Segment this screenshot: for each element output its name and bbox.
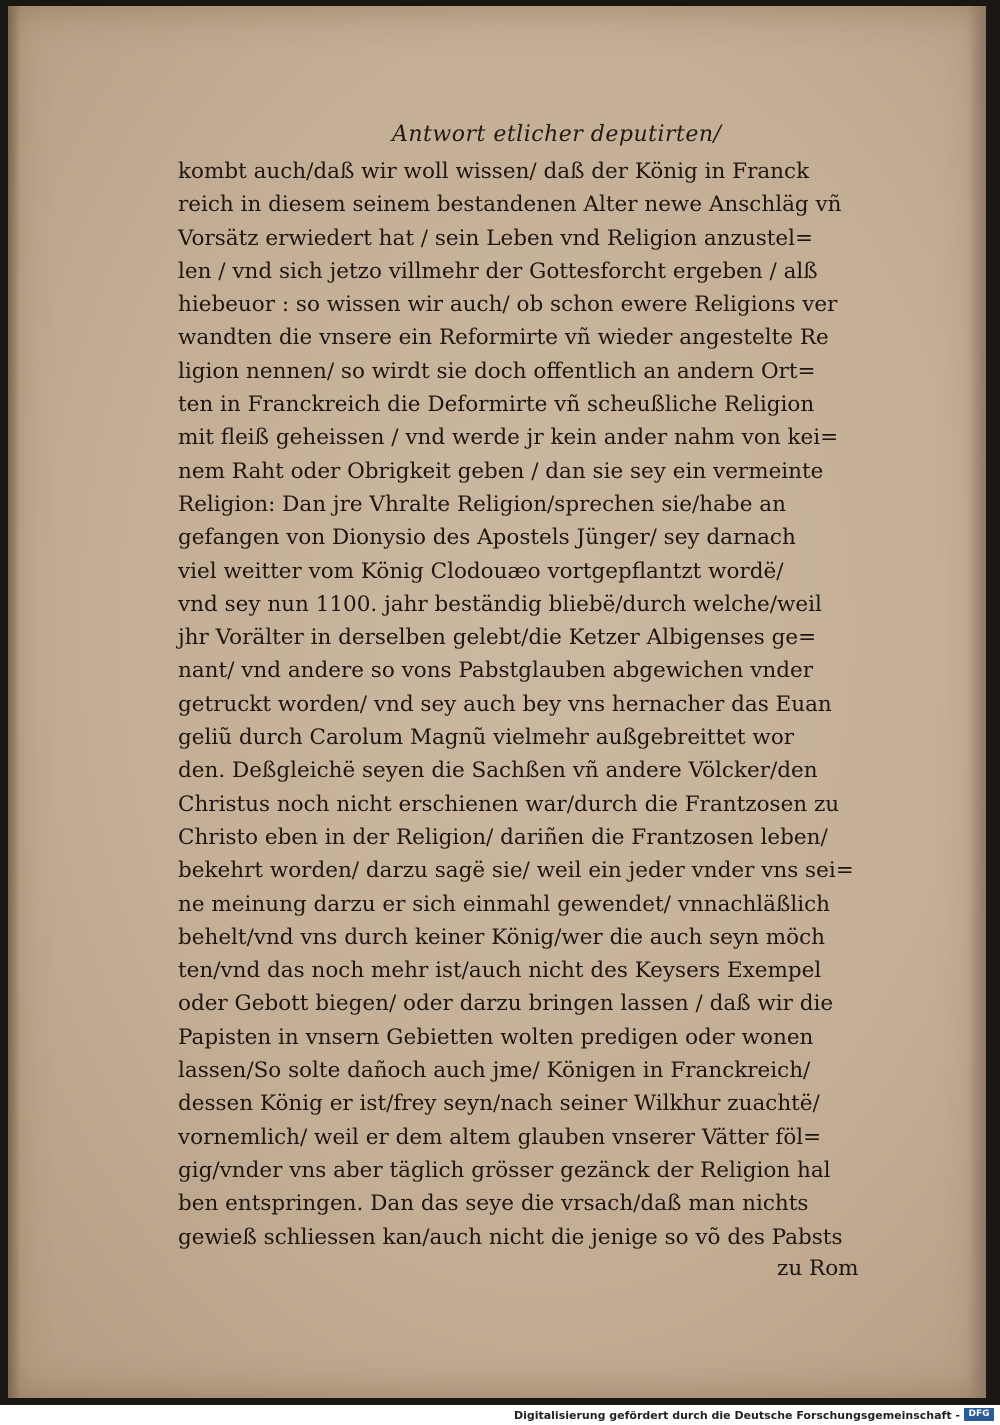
text-line: gewieß schliessen kan/auch nicht die jenige so võ des Pabsts <box>178 1224 843 1250</box>
text-line: vornemlich/ weil er dem altem glauben vnserer Vätter föl= <box>178 1124 822 1150</box>
text-line: Vorsätz erwiedert hat / sein Leben vnd Religion anzustel= <box>178 225 814 251</box>
text-line: ben entspringen. Dan das seye die vrsach/daß man nichts <box>178 1191 809 1217</box>
text-line: ligion nennen/ so wirdt sie doch offentlich an andern Ort= <box>178 358 816 384</box>
text-line: ne meinung darzu er sich einmahl gewendet/ vnnachläßlich <box>178 891 830 917</box>
catchword: zu Rom <box>777 1256 859 1281</box>
text-line: nem Raht oder Obrigkeit geben / dan sie sey ein vermeinte <box>178 458 824 484</box>
page-edge-right <box>968 6 986 1398</box>
text-line: Papisten in vnsern Gebietten wolten predigen oder wonen <box>178 1024 814 1050</box>
text-line: gefangen von Dionysio des Apostels Jünger/ sey darnach <box>178 525 796 551</box>
text-line: jhr Vorälter in derselben gelebt/die Ketzer Albigenses ge= <box>178 625 817 651</box>
dfg-logo: DFG <box>964 1408 994 1421</box>
text-line: ten in Franckreich die Deformirte vñ scheußliche Religion <box>178 392 815 418</box>
text-line: ten/vnd das noch mehr ist/auch nicht des Keysers Exempel <box>178 958 822 984</box>
text-line: gig/vnder vns aber täglich grösser gezänck der Religion hal <box>178 1157 831 1183</box>
text-line: den. Deßgleichë seyen die Sachßen vñ andere Völcker/den <box>178 758 818 784</box>
text-line: vnd sey nun 1100. jahr beständig bliebë/durch welche/weil <box>178 591 822 617</box>
text-line: kombt auch/daß wir woll wissen/ daß der König in Franck <box>178 159 810 184</box>
text-line: Religion: Dan jre Vhralte Religion/sprechen sie/habe an <box>178 491 786 517</box>
text-line: behelt/vnd vns durch keiner König/wer die auch seyn möch <box>178 924 825 950</box>
text-line: hiebeuor : so wissen wir auch/ ob schon ewere Religions ver <box>178 292 838 318</box>
page-edge-left <box>8 6 20 1398</box>
text-line: reich in diesem seinem bestandenen Alter newe Anschläg vñ <box>178 192 842 218</box>
running-head: Antwort etlicher deputirten/ <box>392 122 722 147</box>
text-line: len / vnd sich jetzo villmehr der Gottesforcht ergeben / alß <box>178 258 818 284</box>
text-line: viel weitter vom König Clodouæo vortgepflantzt wordë/ <box>178 558 784 584</box>
text-line: wandten die vnsere ein Reformirte vñ wieder angestelte Re <box>178 325 829 351</box>
text-line: oder Gebott biegen/ oder darzu bringen lassen / daß wir die <box>178 991 834 1017</box>
text-line: Christus noch nicht erschienen war/durch die Frantzosen zu <box>178 791 840 817</box>
text-line: mit fleiß geheissen / vnd werde jr kein ander nahm von kei= <box>178 425 839 451</box>
text-line: bekehrt worden/ darzu sagë sie/ weil ein jeder vnder vns sei= <box>178 858 854 884</box>
text-line: dessen König er ist/frey seyn/nach seiner Wilkhur zuachtë/ <box>178 1091 820 1117</box>
text-line: nant/ vnd andere so vons Pabstglauben abgewichen vnder <box>178 658 814 684</box>
text-line: Christo eben in der Religion/ dariñen die Frantzosen leben/ <box>178 824 828 850</box>
text-line: getruckt worden/ vnd sey auch bey vns hernacher das Euan <box>178 691 832 717</box>
funding-credit: Digitalisierung gefördert durch die Deutsche Forschungsgemeinschaft - <box>513 1409 960 1422</box>
text-line: geliũ durch Carolum Magnũ vielmehr außgebreittet wor <box>178 725 795 751</box>
text-line: lassen/So solte dañoch auch jme/ Königen in Franckreich/ <box>178 1058 811 1084</box>
body-text <box>178 155 898 1254</box>
